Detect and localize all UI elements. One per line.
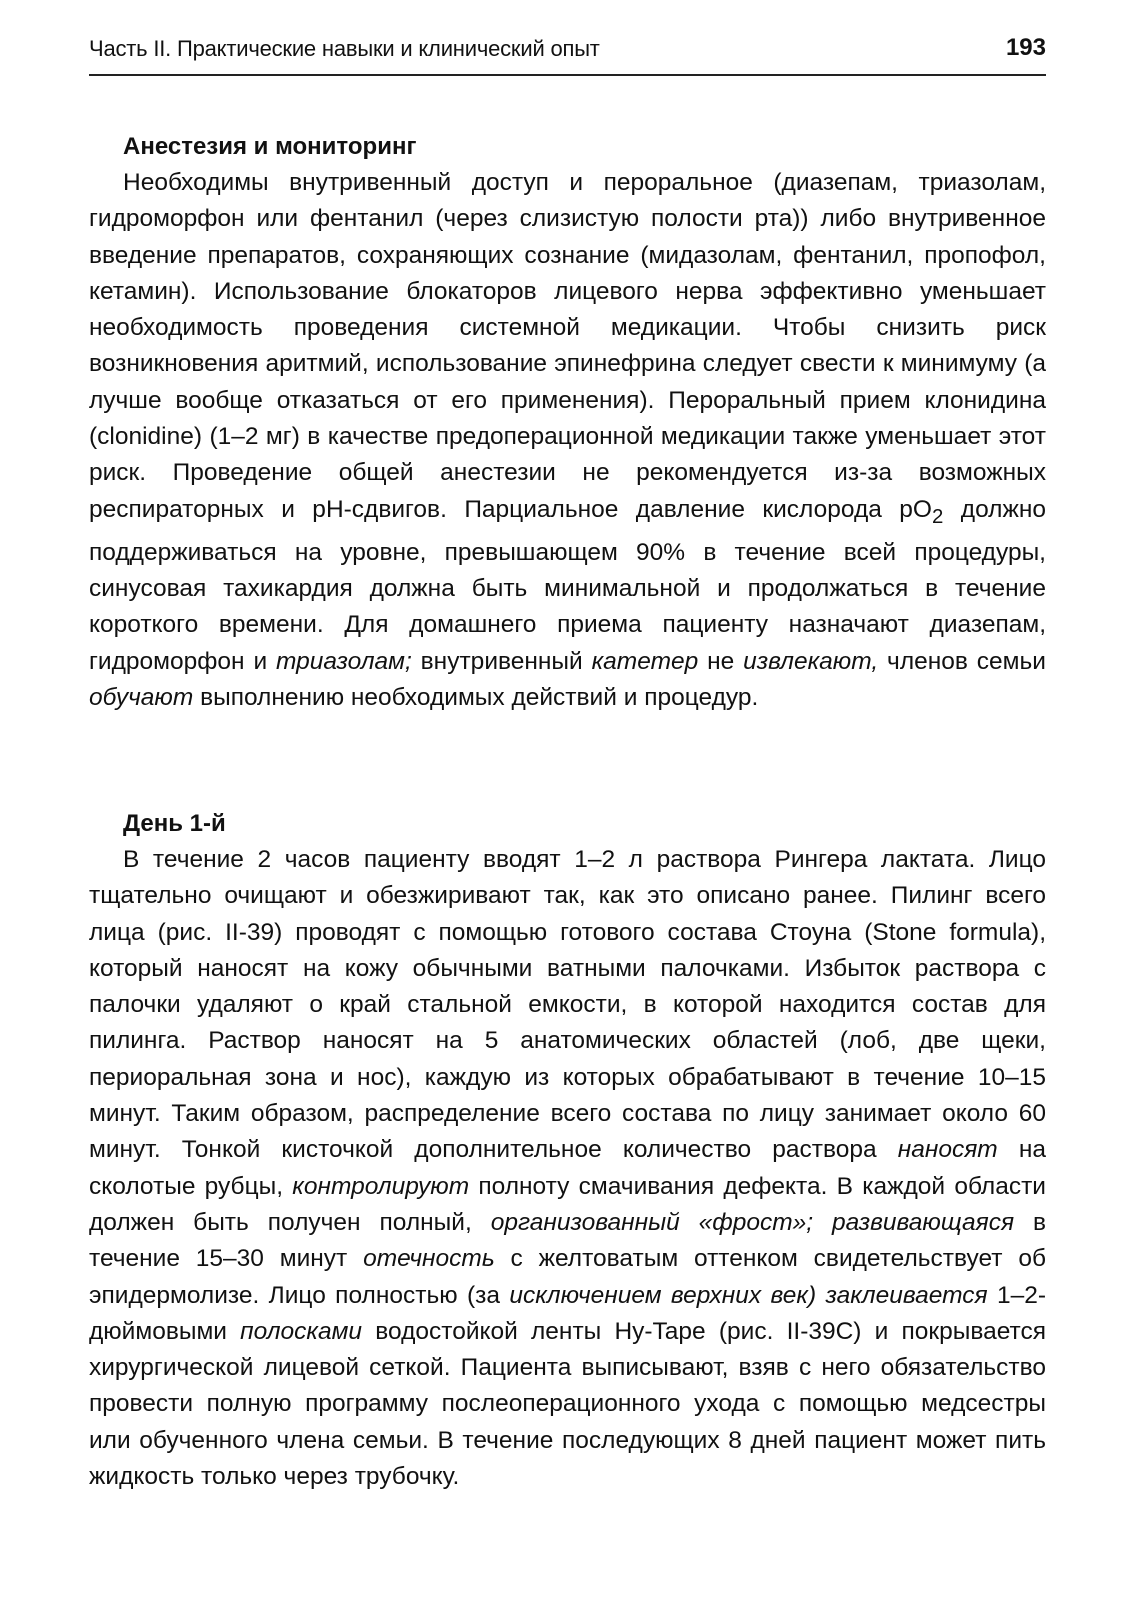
text-run: водостойкой ленты Hy-Tape (рис. II-39C) и покрывается хирургической лицевой сеткой. Пациента выписывают, взяв с него обязательство провести полную программу послеоперационного ухода с помощью медсестры или обученного члена семьи. В течение последующих 8 дней пациент может пить жидкость только через трубочку. bbox=[89, 1317, 1046, 1491]
text-run: полноту смачивания дефекта. В каждой области должен быть получен полный, bbox=[89, 1172, 1046, 1236]
italic-run: полосками bbox=[240, 1317, 363, 1345]
italic-run: исключением верхних век) заклеивается bbox=[509, 1281, 988, 1309]
running-header-title: Часть II. Практические навыки и клинический опыт bbox=[89, 36, 600, 61]
text-run: Необходимы внутривенный доступ и пероральное (диазепам, триазолам, гидроморфон или фентанил (через слизистую полости рта)) либо внутривенное введение препаратов, сохраняющих сознание (мидазолам, фентанил, пропофол, кетамин). Использование блокаторов лицевого нерва эффективно уменьшает необходимость проведения системной медикации. Чтобы снизить риск возникновения аритмий, использование эпинефрина следует свести к минимуму (а лучше вообще отказаться от его применения). Пероральный прием клонидина (clonidine) (1–2 мг) в качестве предоперационной медикации также уменьшает этот риск. Проведение общей анестезии не рекомендуется из-за возможных респираторных и pH-сдвигов. Парциальное давление кислорода pO bbox=[89, 169, 1046, 523]
italic-run: катетер bbox=[591, 647, 699, 675]
text-run: не bbox=[698, 647, 744, 675]
section-anesthesia bbox=[89, 129, 1046, 716]
text-run: членов семьи bbox=[878, 647, 1046, 675]
section-heading: Анестезия и мониторинг bbox=[123, 133, 417, 160]
subscript-run: 2 bbox=[931, 505, 944, 528]
section-paragraph bbox=[89, 165, 1046, 716]
italic-run: наносят bbox=[897, 1136, 998, 1164]
italic-run: триазолам; bbox=[276, 647, 412, 675]
text-run: должно поддерживаться на уровне, превышающем 90% в течение всей процедуры, синусовая тахикардия должна быть минимальной и продолжаться в течение короткого времени. Для домашнего приема пациенту назначают диазепам, гидроморфон и bbox=[89, 495, 1047, 675]
text-run: на сколотые рубцы, bbox=[89, 1136, 1046, 1200]
section-heading: День 1-й bbox=[123, 810, 226, 837]
italic-run: обучают bbox=[89, 684, 194, 712]
italic-run: контролируют bbox=[292, 1172, 470, 1200]
section-paragraph bbox=[89, 842, 1046, 1495]
text-run: В течение 2 часов пациенту вводят 1–2 л раствора Рингера лактата. Лицо тщательно очищают и обезжиривают так, как это описано ранее. Пилинг всего лица (рис. II-39) проводят с помощью готового состава Стоуна (Stone formula), который наносят на кожу обычными ватными палочками. Избыток раствора с палочки удаляют о край стальной емкости, в которой находится состав для пилинга. Раствор наносят на 5 анатомических областей (лоб, две щеки, периоральная зона и нос), каждую из которых обрабатывают в течение 10–15 минут. Таким образом, распределение всего состава по лицу занимает около 60 минут. Тонкой кисточкой дополнительное количество раствора bbox=[89, 846, 1046, 1164]
italic-run: организованный «фрост»; развивающаяся bbox=[490, 1208, 1015, 1236]
text-run: внутривенный bbox=[411, 647, 592, 675]
section-day-one bbox=[89, 806, 1046, 1495]
page-number: 193 bbox=[1005, 34, 1046, 61]
text-run: с желтоватым оттенком свидетельствует об эпидермолизе. Лицо полностью (за bbox=[89, 1245, 1046, 1309]
italic-run: извлекают, bbox=[743, 647, 879, 675]
text-run: 1–2-дюймовыми bbox=[89, 1281, 1046, 1345]
running-header bbox=[89, 34, 1046, 76]
text-run: выполнению необходимых действий и процедур. bbox=[193, 684, 759, 712]
italic-run: отечность bbox=[363, 1245, 495, 1273]
text-run: в течение 15–30 минут bbox=[89, 1208, 1046, 1273]
